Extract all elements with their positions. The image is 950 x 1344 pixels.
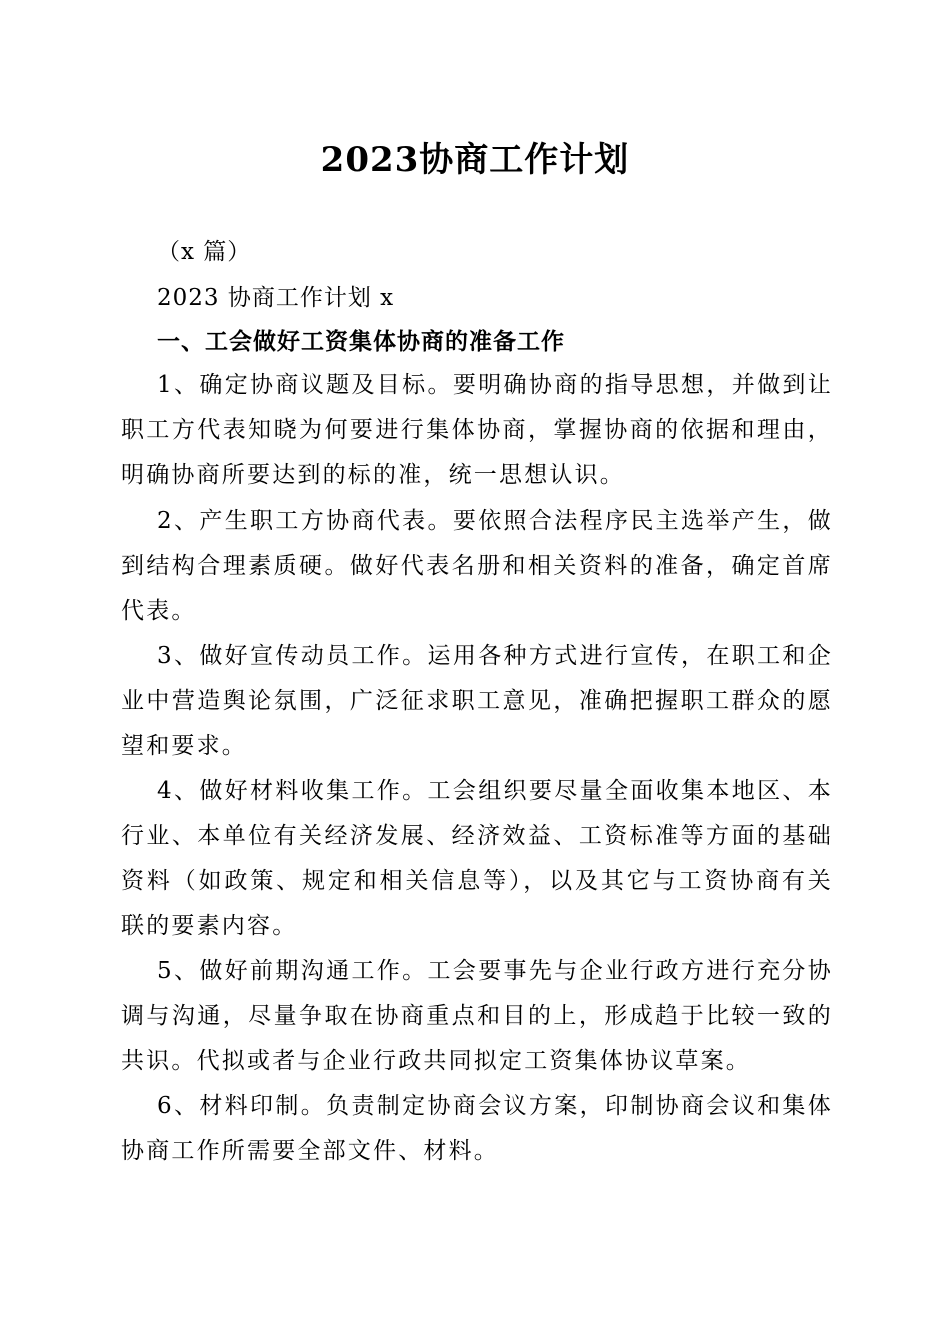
document-title: 2023协商工作计划 (320, 140, 630, 180)
document-note: （x 篇） (157, 239, 252, 265)
paragraph-6: 6、材料印制。负责制定协商会议方案，印制协商会议和集体协商工作所需要全部文件、材料。 (121, 1093, 833, 1164)
paragraph-1: 1、确定协商议题及目标。要明确协商的指导思想，并做到让职工方代表知晓为何要进行集体协商，掌握协商的依据和理由，明确协商所要达到的标的准，统一思想认识。 (121, 372, 833, 488)
paragraph-4: 4、做好材料收集工作。工会组织要尽量全面收集本地区、本行业、本单位有关经济发展、经济效益、工资标准等方面的基础资料（如政策、规定和相关信息等），以及其它与工资协商有关联的要素内容。 (121, 778, 833, 939)
document-subtitle: 2023 协商工作计划 x (157, 285, 395, 311)
paragraph-2: 2、产生职工方协商代表。要依照合法程序民主选举产生，做到结构合理素质硬。做好代表名册和相关资料的准备，确定首席代表。 (121, 508, 833, 624)
section-heading: 一、工会做好工资集体协商的准备工作 (157, 328, 565, 355)
paragraph-5: 5、做好前期沟通工作。工会要事先与企业行政方进行充分协调与沟通，尽量争取在协商重点和目的上，形成趋于比较一致的共识。代拟或者与企业行政共同拟定工资集体协议草案。 (121, 958, 833, 1074)
paragraph-3: 3、做好宣传动员工作。运用各种方式进行宣传，在职工和企业中营造舆论氛围，广泛征求职工意见，准确把握职工群众的愿望和要求。 (121, 643, 833, 759)
